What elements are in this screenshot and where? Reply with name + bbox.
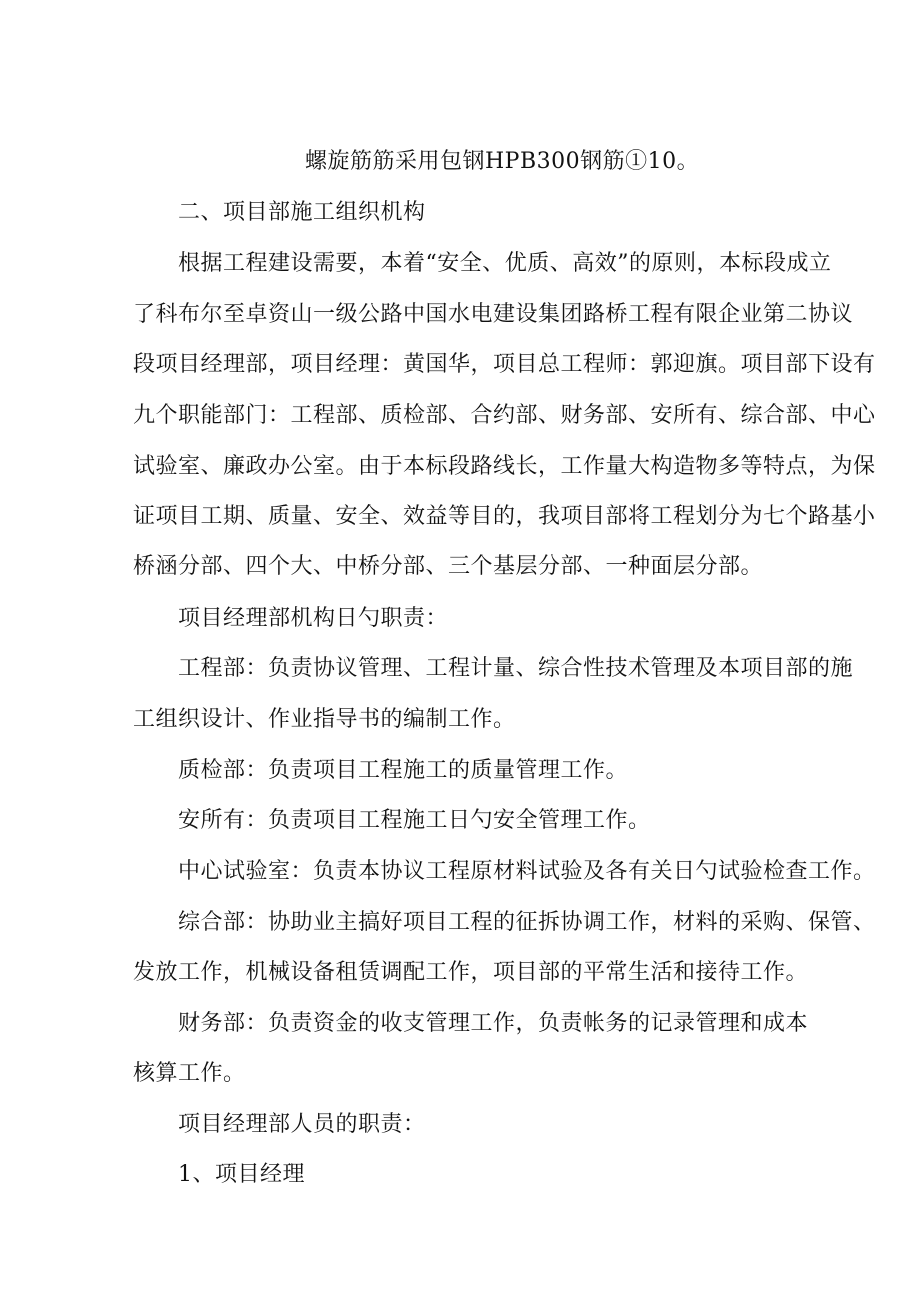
- text-line-central-lab: 中心试验室：负责本协议工程原材料试验及各有关日勺试验检查工作。: [178, 859, 876, 884]
- text-line-paragraph-1: 证项目工期、质量、安全、效益等目的，我项目部将工程划分为七个路基小: [133, 504, 876, 529]
- text-line-paragraph-1: 试验室、廉政办公室。由于本标段路线长，工作量大构造物多等特点，为保: [133, 454, 876, 479]
- text-line-paragraph-1: 桥涵分部、四个大、中桥分部、三个基层分部、一种面层分部。: [133, 554, 764, 579]
- text-line-general-dept: 发放工作，机械设备租赁调配工作，项目部的平常生活和接待工作。: [133, 960, 809, 985]
- text-line-paragraph-1: 段项目经理部，项目经理：黄国华，项目总工程师：郭迎旗。项目部下设有: [133, 352, 876, 377]
- text-line-finance-dept: 财务部：负责资金的收支管理工作，负责帐务的记录管理和成本: [178, 1011, 809, 1036]
- text-line-paragraph-1: 九个职能部门：工程部、质检部、合约部、财务部、安所有、综合部、中心: [133, 403, 876, 428]
- text-line-engineering-dept: 工组织设计、作业指导书的编制工作。: [133, 707, 516, 732]
- section-heading-organization: 二、项目部施工组织机构: [178, 200, 426, 225]
- subheading-department-duties: 项目经理部机构日勺职责：: [178, 606, 449, 631]
- text-line-rebar-spec: 螺旋筋筋采用包钢HPB300钢筋①10。: [305, 149, 700, 174]
- text-line-quality-dept: 质检部：负责项目工程施工的质量管理工作。: [178, 758, 629, 783]
- list-item-project-manager: 1、项目经理: [178, 1162, 305, 1187]
- text-line-paragraph-1: 根据工程建设需要，本着“安全、优质、高效”的原则，本标段成立: [178, 251, 832, 276]
- subheading-personnel-duties: 项目经理部人员的职责：: [178, 1112, 426, 1137]
- text-line-paragraph-1: 了科布尔至卓资山一级公路中国水电建设集团路桥工程有限企业第二协议: [133, 302, 854, 327]
- text-line-engineering-dept: 工程部：负责协议管理、工程计量、综合性技术管理及本项目部的施: [178, 656, 854, 681]
- text-line-finance-dept: 核算工作。: [133, 1061, 246, 1086]
- text-line-safety-dept: 安所有：负责项目工程施工日勺安全管理工作。: [178, 808, 651, 833]
- text-line-general-dept: 综合部：协助业主搞好项目工程的征拆协调工作，材料的采购、保管、: [178, 910, 876, 935]
